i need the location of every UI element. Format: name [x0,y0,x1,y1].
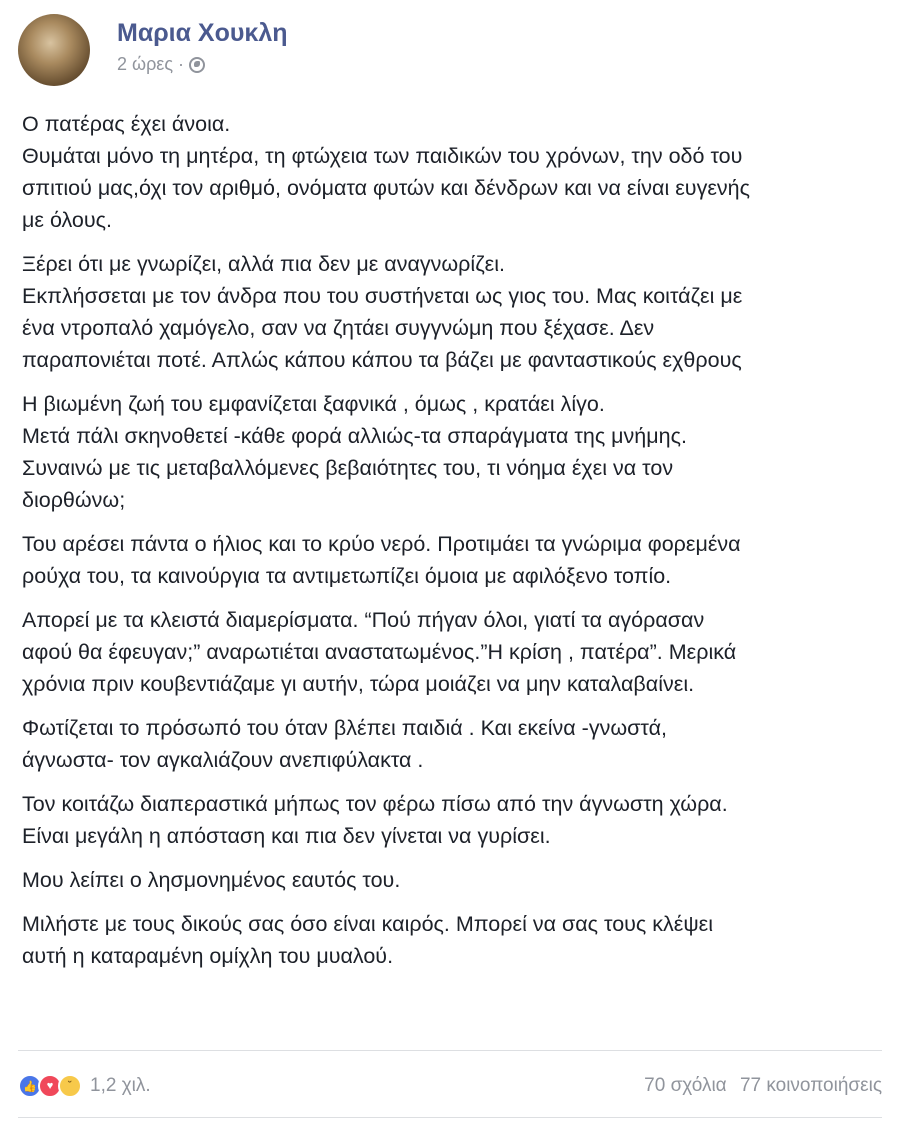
text-line: Συναινώ με τις μεταβαλλόμενες βεβαιότητες του, τι νόημα έχει να τον [22,456,674,480]
text-line: ρούχα του, τα καινούργια τα αντιμετωπίζει όμοια με αφιλόξενο τοπίο. [22,564,672,588]
post-paragraph [22,864,892,896]
post-paragraph [22,712,892,776]
love-icon: ♥ [38,1074,62,1098]
post-paragraph [22,388,892,516]
author-avatar[interactable] [18,14,90,86]
post-paragraph [22,248,892,376]
text-line: Μου λείπει ο λησμονημένος εαυτός του. [22,868,401,892]
text-line: Είναι μεγάλη η απόσταση και πια δεν γίνεται να γυρίσει. [22,824,551,848]
text-line: χρόνια πριν κουβεντιάζαμε γι αυτήν, τώρα μοιάζει να μην καταλαβαίνει. [22,672,695,696]
text-line: Θυμάται μόνο τη μητέρα, τη φτώχεια των παιδικών του χρόνων, την οδό του [22,144,743,168]
post-paragraph [22,604,892,700]
divider [18,1050,882,1051]
reaction-count[interactable]: 1,2 χιλ. [90,1075,151,1096]
reactions-summary[interactable] [18,1074,151,1098]
post-paragraph [22,108,892,236]
text-line: με όλους. [22,208,112,232]
post-body [22,108,892,984]
post-paragraph [22,908,892,972]
comments-count[interactable]: 70 σχόλια [644,1075,727,1096]
text-line: σπιτιού μας,όχι τον αριθμό, ονόματα φυτών και δένδρων και να είναι ευγενής [22,176,750,200]
text-line: Μιλήστε με τους δικούς σας όσο είναι καιρός. Μπορεί να σας τους κλέψει [22,912,714,936]
text-line: άγνωστα- τον αγκαλιάζουν ανεπιφύλακτα . [22,748,424,772]
globe-icon [189,57,205,73]
divider [18,1117,882,1118]
text-line: παραπονιέται ποτέ. Απλώς κάπου κάπου τα βάζει με φανταστικούς εχθρους [22,348,742,372]
text-line: Του αρέσει πάντα ο ήλιος και το κρύο νερό. Προτιμάει τα γνώριμα φορεμένα [22,532,741,556]
text-line: Τον κοιτάζω διαπεραστικά μήπως τον φέρω πίσω από την άγνωστη χώρα. [22,792,728,816]
shares-count[interactable]: 77 κοινοποιήσεις [739,1075,882,1096]
text-line: αυτή η καταραμένη ομίχλη του μυαλού. [22,944,394,968]
post-time[interactable]: 2 ώρες · [117,54,184,74]
text-line: Εκπλήσσεται με τον άνδρα που του συστήνεται ως γιος του. Μας κοιτάζει με [22,284,743,308]
post-header [18,14,288,86]
sad-icon: ˘ [58,1074,82,1098]
text-line: Απορεί με τα κλειστά διαμερίσματα. “Πού πήγαν όλοι, γιατί τα αγόρασαν [22,608,705,632]
text-line: αφού θα έφευγαν;” αναρωτιέται αναστατωμένος.”Η κρίση , πατέρα”. Μερικά [22,640,737,664]
post-paragraph [22,528,892,592]
text-line: Φωτίζεται το πρόσωπό του όταν βλέπει παιδιά . Και εκείνα -γνωστά, [22,716,667,740]
text-line: Μετά πάλι σκηνοθετεί -κάθε φορά αλλιώς-τα σπαράγματα της μνήμης. [22,424,687,448]
text-line: Ξέρει ότι με γνωρίζει, αλλά πια δεν με αναγνωρίζει. [22,252,506,276]
like-icon: 👍 [18,1074,42,1098]
post-meta [117,54,288,75]
text-line: ένα ντροπαλό χαμόγελο, σαν να ζητάει συγγνώμη που ξέχασε. Δεν [22,316,655,340]
author-name[interactable]: Μαρια Χουκλη [117,19,288,47]
post-footer [18,1070,882,1102]
text-line: διορθώνω; [22,488,126,512]
post-paragraph [22,788,892,852]
text-line: Η βιωμένη ζωή του εμφανίζεται ξαφνικά , όμως , κρατάει λίγο. [22,392,605,416]
text-line: Ο πατέρας έχει άνοια. [22,112,231,136]
